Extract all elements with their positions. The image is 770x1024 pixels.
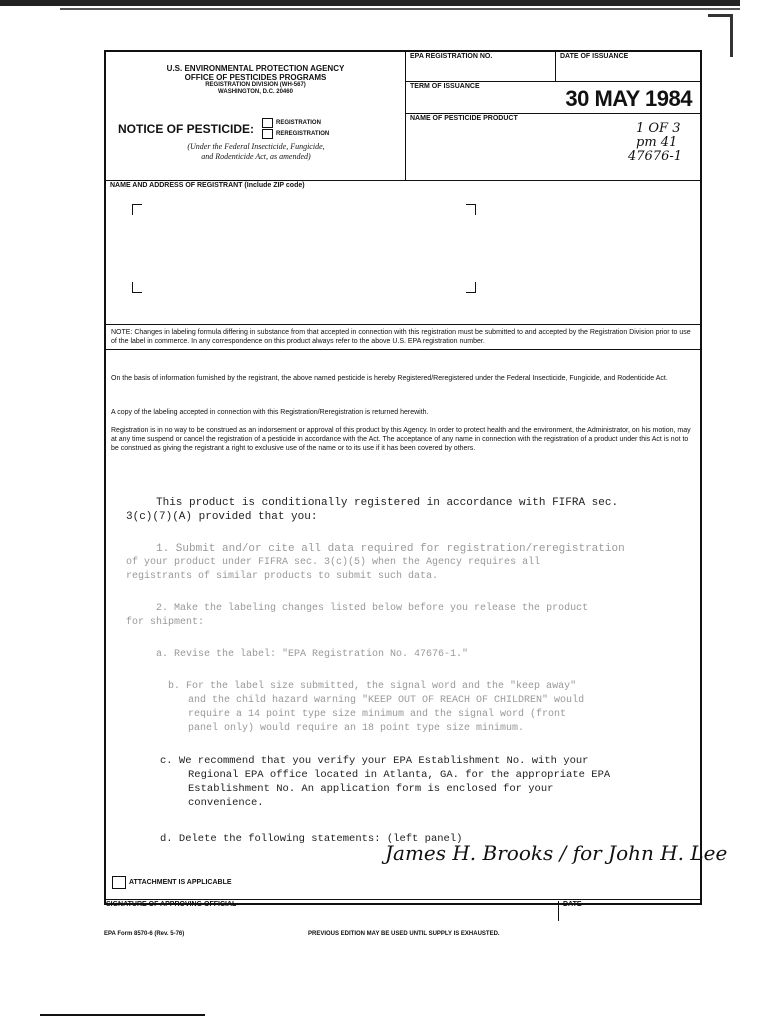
disclaimer-statement: Registration is in no way to be construed as an indorsement or approval of this product by this Agency. In order to protect health and the environment, the Administrator, on his motion, may at any time suspend or cancel the registration of a pesticide in accordance with the Act. The acceptance of any name in connection with the registration of a product under this Act is not to be construed as giving the registrant a right to exclusive use of the name or to its use if it has been covered by others. [111,427,691,452]
attachment-label: ATTACHMENT IS APPLICABLE [129,879,232,886]
notice-form [104,50,702,908]
typed-line-1: This product is conditionally registered in accordance with FIFRA sec. [156,497,619,509]
typed-line-13: c. We recommend that you verify your EPA Establishment No. with your [160,755,589,767]
product-name-field [406,114,700,180]
handwritten-initials: pm 41 [636,135,678,150]
agency-line-1: U.S. ENVIRONMENTAL PROTECTION AGENCY [166,64,345,73]
typed-line-2: 3(c)(7)(A) provided that you: [126,511,318,523]
registrant-label: NAME AND ADDRESS OF REGISTRANT (Include ZIP code) [110,182,305,189]
attachment-indicator [112,876,232,889]
notice-title-row [118,118,329,140]
date-of-issuance-field [556,52,700,82]
typed-line-17: d. Delete the following statements: (left panel) [160,833,463,845]
agency-line-2: OFFICE OF PESTICIDES PROGRAMS [184,73,327,82]
scan-bottom-mark [40,1014,205,1016]
registration-checkbox[interactable] [262,118,273,128]
option-registration[interactable] [262,118,329,128]
address-bracket-tl [132,204,142,215]
typed-line-8: a. Revise the label: "EPA Registration No. 47676-1." [156,649,469,660]
typed-line-10: and the child hazard warning "KEEP OUT OF REACH OF CHILDREN" would [188,695,585,706]
typed-line-16: convenience. [188,797,264,809]
act-reference-line-2: and Rodenticide Act, as amended) [201,152,311,161]
act-reference [106,142,406,162]
epa-reg-no-field [406,52,556,82]
reregistration-checkbox[interactable] [262,129,273,139]
date-of-issuance-label: DATE OF ISSUANCE [560,53,629,60]
typed-line-3: 1. Submit and/or cite all data required for registration/reregistration [156,543,625,555]
scan-top-edge-line [60,8,740,10]
address-bracket-bl [132,282,142,293]
note-block: NOTE: Changes in labeling formula differing in substance from that accepted in connection with this registration must be submitted to and accepted by the Registration Division prior to use of the label in commerce. In any correspondence on this product always refer to the above U.S. EPA registration number. [106,324,700,350]
reregistration-label: REREGISTRATION [276,131,330,137]
term-of-issuance-field [406,82,700,114]
typed-line-15: Establishment No. An application form is enclosed for your [188,783,554,795]
notice-title: NOTICE OF PESTICIDE: [118,122,255,136]
approving-signature: James H. Brooks / for John H. Lee [385,841,728,865]
signature-row [104,899,702,922]
handwritten-reg-number: 47676-1 [628,149,683,164]
form-number: EPA Form 8570-6 (Rev. 5-76) [104,931,185,937]
typed-line-9: b. For the label size submitted, the signal word and the "keep away" [168,681,577,692]
agency-line-3: REGISTRATION DIVISION (WH-567) [205,82,306,88]
signature-date-label: DATE [558,901,582,921]
issuance-date-stamp: 30 MAY 1984 [565,86,692,111]
corner-mark [708,14,733,57]
scan-top-edge [0,0,740,6]
act-reference-line-1: (Under the Federal Insecticide, Fungicide, [187,142,325,151]
typed-line-5: registrants of similar products to submit such data. [126,571,439,582]
epa-reg-no-label: EPA REGISTRATION NO. [410,53,493,60]
address-bracket-tr [466,204,476,215]
typed-line-12: panel only) would require an 18 point type size minimum. [188,723,525,734]
registration-label: REGISTRATION [276,120,321,126]
typed-line-11: require a 14 point type size minimum and the signal word (front [188,709,567,720]
typed-line-4: of your product under FIFRA sec. 3(c)(5) when the Agency requires all [126,557,541,568]
option-reregistration[interactable] [262,129,329,139]
registration-statement: On the basis of information furnished by the registrant, the above named pesticide is hereby Registered/Reregistered under the Federal Insecticide, Fungicide, and Rodenticide Act. [111,375,668,382]
attachment-checkbox[interactable] [112,876,126,889]
agency-line-4: WASHINGTON, D.C. 20460 [218,89,293,95]
labeling-statement: A copy of the labeling accepted in connection with this Registration/Reregistration is returned herewith. [111,409,429,416]
notice-type-options [262,118,329,140]
term-of-issuance-label: TERM OF ISSUANCE [410,83,480,90]
typed-line-7: for shipment: [126,617,205,628]
product-name-label: NAME OF PESTICIDE PRODUCT [410,115,518,122]
handwritten-page-note: 1 OF 3 [636,121,681,136]
typed-line-14: Regional EPA office located in Atlanta, GA. for the appropriate EPA [188,769,611,781]
agency-name [106,64,405,96]
typed-line-6: 2. Make the labeling changes listed below before you release the product [156,603,589,614]
address-bracket-br [466,282,476,293]
header-agency-block [106,52,406,180]
edition-note: PREVIOUS EDITION MAY BE USED UNTIL SUPPLY IS EXHAUSTED. [308,931,500,937]
registrant-section [106,180,700,190]
signature-label: SIGNATURE OF APPROVING OFFICIAL [106,901,237,908]
